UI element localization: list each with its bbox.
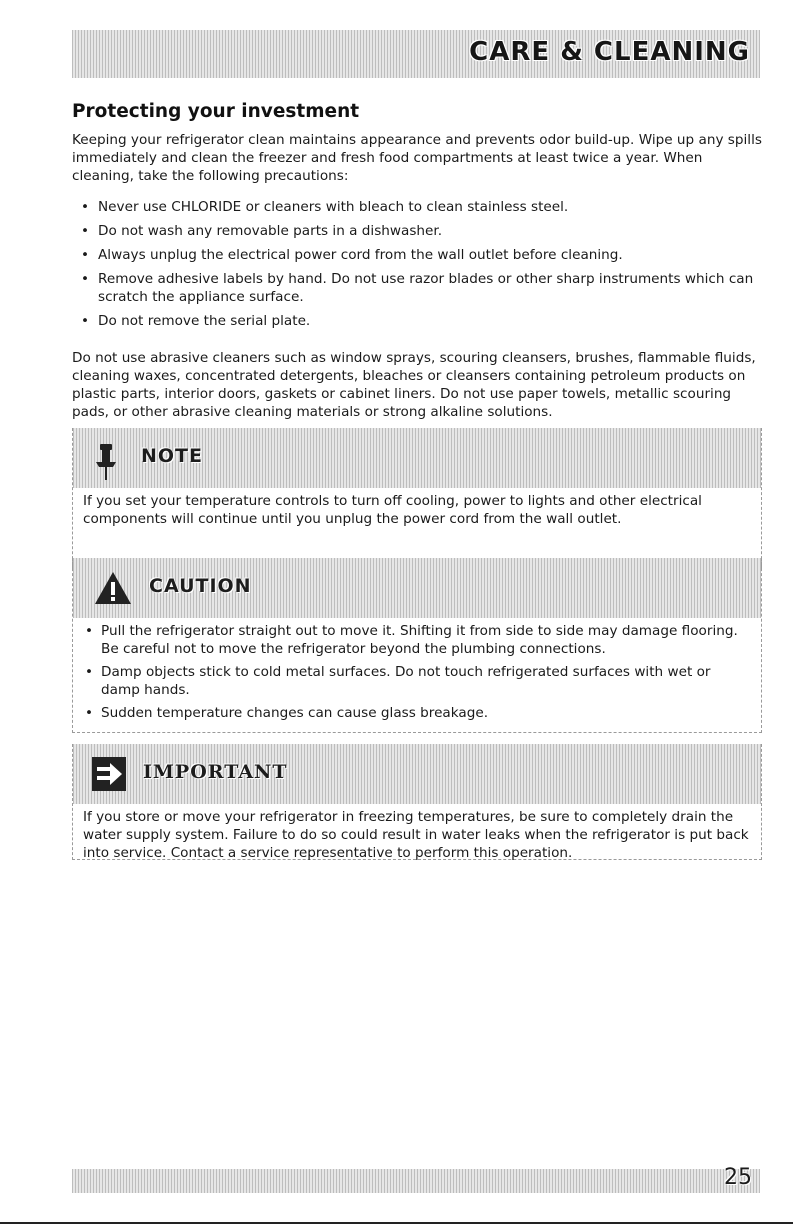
list-item: • Pull the refrigerator straight out to move it. Shifting it from side to side may damage flooring. Be careful not to move the refrigerator beyond the plumbing connections. bbox=[85, 623, 738, 657]
caution-title: CAUTION bbox=[149, 575, 252, 597]
caution-header-band bbox=[73, 558, 761, 618]
arrow-box-icon bbox=[91, 756, 127, 792]
important-title: IMPORTANT bbox=[143, 761, 288, 783]
intro-paragraph: Keeping your refrigerator clean maintains appearance and prevents odor build-up. Wipe up any spills immediately and clean the freezer and fresh food compartments at least twice a year. When cleaning, take the following precautions: bbox=[72, 132, 762, 184]
list-item: • Do not wash any removable parts in a dishwasher. bbox=[81, 223, 443, 239]
precautions-list bbox=[72, 198, 762, 336]
page-header-title: CARE & CLEANING bbox=[469, 37, 750, 67]
list-item: • Never use CHLORIDE or cleaners with bleach to clean stainless steel. bbox=[81, 199, 569, 215]
list-item: • Damp objects stick to cold metal surfaces. Do not touch refrigerated surfaces with wet or damp hands. bbox=[85, 664, 711, 698]
note-header-band bbox=[73, 428, 761, 488]
caution-list bbox=[73, 618, 761, 735]
list-item: • Sudden temperature changes can cause glass breakage. bbox=[85, 705, 489, 721]
note-title: NOTE bbox=[141, 445, 203, 467]
caution-box bbox=[72, 558, 762, 733]
important-text: If you store or move your refrigerator in freezing temperatures, be sure to completely drain the water supply system. Failure to do so could result in water leaks when the refrigerator is put back into service. Contact a service representative to perform this operation. bbox=[83, 809, 749, 861]
header-band bbox=[72, 30, 760, 78]
list-item: • Always unplug the electrical power cord from the wall outlet before cleaning. bbox=[81, 247, 623, 263]
page-number: 25 bbox=[724, 1165, 752, 1190]
abrasive-cleaners-paragraph: Do not use abrasive cleaners such as window sprays, scouring cleansers, brushes, flammable fluids, cleaning waxes, concentrated detergents, bleaches or cleansers containing petroleum products on plastic parts, interior doors, gaskets or cabinet liners. Do not use paper towels, metallic scouring pads, or other abrasive cleaning materials or strong alkaline solutions. bbox=[72, 350, 756, 420]
warning-triangle-icon bbox=[93, 570, 133, 606]
important-header-band bbox=[73, 744, 761, 804]
note-box bbox=[72, 428, 762, 569]
bottom-divider bbox=[0, 1222, 793, 1224]
important-box bbox=[72, 744, 762, 860]
footer-band bbox=[72, 1165, 760, 1193]
pushpin-icon bbox=[93, 442, 119, 482]
list-item: • Remove adhesive labels by hand. Do not use razor blades or other sharp instruments which can scratch the appliance surface. bbox=[81, 271, 754, 305]
note-text: If you set your temperature controls to turn off cooling, power to lights and other electrical components will continue until you unplug the power cord from the wall outlet. bbox=[83, 493, 702, 527]
section-title: Protecting your investment bbox=[72, 101, 360, 122]
list-item: • Do not remove the serial plate. bbox=[81, 313, 311, 329]
